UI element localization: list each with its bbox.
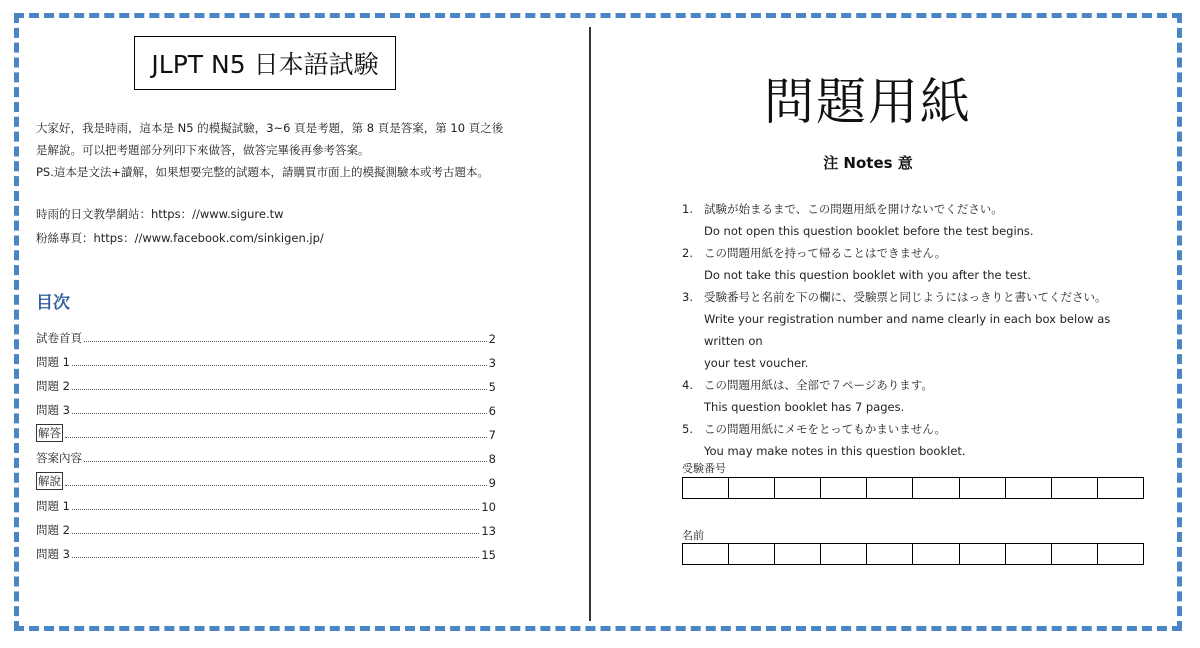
registration-number-label: 受験番号	[682, 462, 726, 475]
digit-box[interactable]	[1098, 478, 1143, 498]
toc-leader	[72, 389, 487, 390]
toc-page: 9	[488, 476, 496, 490]
name-label: 名前	[682, 529, 704, 542]
name-box[interactable]	[1052, 544, 1098, 564]
toc-page: 2	[488, 332, 496, 346]
name-box[interactable]	[775, 544, 821, 564]
intro-line: PS.這本是文法+讀解，如果想要完整的試題本，請購買市面上的模擬測驗本或考古題本。	[36, 165, 490, 179]
toc-page: 6	[488, 404, 496, 418]
toc-entry[interactable]	[36, 322, 496, 346]
toc-page: 10	[481, 500, 496, 514]
digit-box[interactable]	[867, 478, 913, 498]
name-box[interactable]	[683, 544, 729, 564]
name-boxes[interactable]	[682, 543, 1144, 565]
intro-text	[36, 117, 506, 183]
toc-label: 問題 3	[36, 547, 70, 561]
toc-leader	[72, 533, 479, 534]
toc-label: 解答	[38, 426, 61, 440]
link-list	[36, 202, 506, 250]
note-jp: この問題用紙を持って帰ることはできません。	[704, 246, 947, 260]
toc-entry[interactable]	[36, 370, 496, 394]
registration-number-boxes[interactable]	[682, 477, 1144, 499]
digit-box[interactable]	[729, 478, 775, 498]
facebook-link[interactable]: 粉絲專頁：https：//www.facebook.com/sinkigen.jp/	[36, 231, 324, 245]
toc-leader	[72, 365, 487, 366]
toc-entry[interactable]	[36, 442, 496, 466]
intro-line: 是解說。可以把考題部分列印下來做答，做答完畢後再參考答案。	[36, 143, 370, 157]
note-jp: 試験が始まるまで、この問題用紙を開けないでください。	[704, 202, 1003, 216]
toc-page: 3	[488, 356, 496, 370]
note-item	[682, 242, 1152, 286]
toc-entry[interactable]	[36, 466, 496, 490]
exam-title: JLPT N5 日本語試験	[134, 36, 396, 90]
name-box[interactable]	[821, 544, 867, 564]
toc-leader	[72, 557, 479, 558]
name-box[interactable]	[960, 544, 1006, 564]
digit-box[interactable]	[683, 478, 729, 498]
toc-page: 8	[488, 452, 496, 466]
toc-leader	[84, 341, 487, 342]
name-box[interactable]	[913, 544, 959, 564]
note-jp: この問題用紙にメモをとってもかまいません。	[704, 422, 946, 436]
note-en: Do not open this question booklet before the test begins.	[704, 224, 1034, 238]
digit-box[interactable]	[913, 478, 959, 498]
note-number: 4.	[682, 378, 693, 392]
note-number: 1.	[682, 202, 693, 216]
toc-leader	[72, 413, 487, 414]
toc-label: 問題 1	[36, 355, 70, 369]
digit-box[interactable]	[821, 478, 867, 498]
intro-line: 大家好，我是時雨，這本是 N5 的模擬試驗，3~6 頁是考題，第 8 頁是答案，第 10 頁之後	[36, 121, 504, 135]
note-item	[682, 418, 1152, 462]
note-item	[682, 198, 1152, 242]
toc-label: 答案內容	[36, 451, 82, 465]
toc-label: 問題 1	[36, 499, 70, 513]
booklet-title: 問題用紙	[764, 73, 972, 131]
note-item	[682, 286, 1152, 374]
toc-entry[interactable]	[36, 394, 496, 418]
toc-label: 問題 2	[36, 523, 70, 537]
toc-label: 問題 3	[36, 403, 70, 417]
toc-entry[interactable]	[36, 490, 496, 514]
toc-label: 試卷首頁	[36, 331, 82, 345]
toc-leader	[84, 461, 487, 462]
name-box[interactable]	[1006, 544, 1052, 564]
website-link[interactable]: 時雨的日文教學網站：https：//www.sigure.tw	[36, 207, 284, 221]
note-item	[682, 374, 1152, 418]
digit-box[interactable]	[1006, 478, 1052, 498]
name-box[interactable]	[729, 544, 775, 564]
toc-label: 問題 2	[36, 379, 70, 393]
note-number: 2.	[682, 246, 693, 260]
table-of-contents	[36, 322, 496, 562]
name-box[interactable]	[867, 544, 913, 564]
toc-page: 13	[481, 524, 496, 538]
toc-leader	[72, 509, 479, 510]
digit-box[interactable]	[775, 478, 821, 498]
toc-page: 7	[488, 428, 496, 442]
notes-title: 注 Notes 意	[823, 154, 913, 172]
note-en: This question booklet has 7 pages.	[704, 400, 905, 414]
note-jp: 受験番号と名前を下の欄に、受験票と同じようにはっきりと書いてください。	[704, 290, 1107, 304]
toc-entry[interactable]	[36, 346, 496, 370]
toc-leader	[65, 485, 487, 486]
digit-box[interactable]	[1052, 478, 1098, 498]
note-number: 5.	[682, 422, 693, 436]
toc-page: 5	[488, 380, 496, 394]
note-jp: この問題用紙は、全部で７ページあります。	[704, 378, 933, 392]
notes-list	[682, 198, 1152, 462]
toc-entry[interactable]	[36, 418, 496, 442]
toc-leader	[65, 437, 487, 438]
toc-heading: 目次	[36, 293, 70, 313]
toc-label: 解說	[38, 474, 61, 488]
note-en: You may make notes in this question booklet.	[704, 444, 966, 458]
digit-box[interactable]	[960, 478, 1006, 498]
note-en: Write your registration number and name clearly in each box below as written on	[704, 312, 1111, 348]
note-number: 3.	[682, 290, 693, 304]
name-box[interactable]	[1098, 544, 1143, 564]
toc-page: 15	[481, 548, 496, 562]
toc-entry[interactable]	[36, 538, 496, 562]
note-en: Do not take this question booklet with you after the test.	[704, 268, 1031, 282]
note-en: your test voucher.	[704, 356, 809, 370]
toc-entry[interactable]	[36, 514, 496, 538]
